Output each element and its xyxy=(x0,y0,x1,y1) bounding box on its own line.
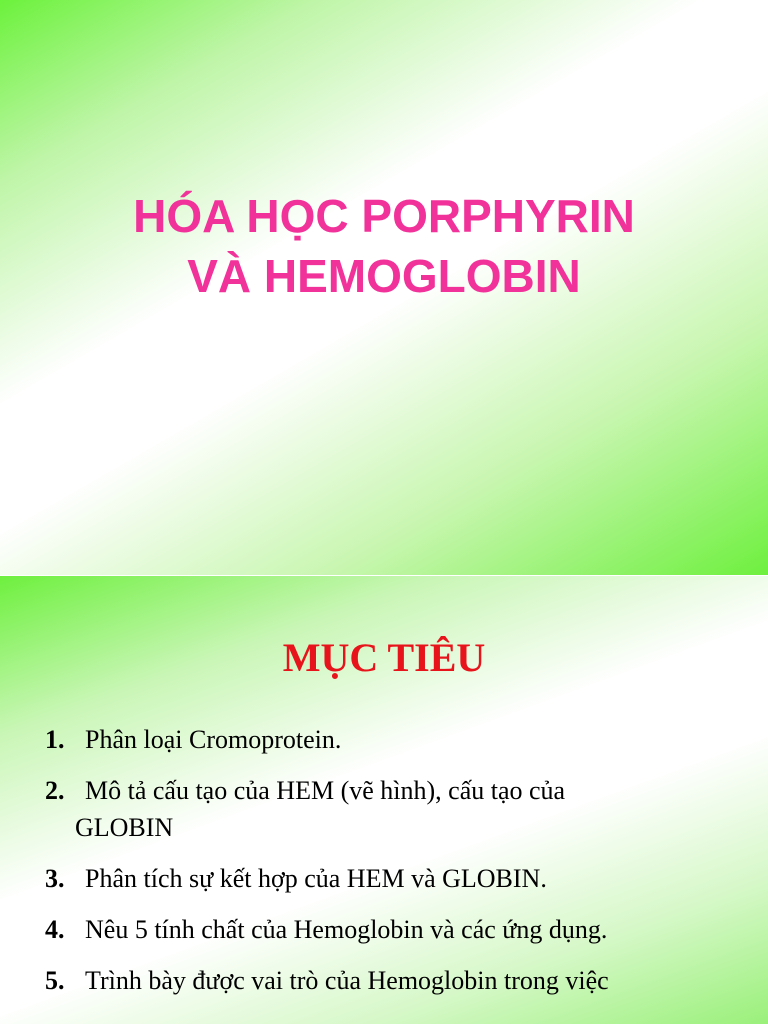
slide-title-line-1: HÓA HỌC PORPHYRIN xyxy=(133,190,635,242)
objectives-heading: MỤC TIÊU xyxy=(282,635,486,680)
objective-item xyxy=(45,771,745,848)
objective-text-continuation: GLOBIN xyxy=(75,813,174,842)
objective-number: 5. xyxy=(45,966,65,995)
objective-item xyxy=(45,961,745,1001)
objective-item xyxy=(45,910,745,950)
objective-number: 2. xyxy=(45,776,65,805)
slide-title-line-2: VÀ HEMOGLOBIN xyxy=(187,250,581,302)
objective-item xyxy=(45,859,745,899)
objective-text: Phân loại Cromoprotein. xyxy=(85,725,342,754)
objective-text: Phân tích sự kết hợp của HEM và GLOBIN. xyxy=(85,864,547,893)
objective-number: 4. xyxy=(45,915,65,944)
objective-text: Nêu 5 tính chất của Hemoglobin và các ứng dụng. xyxy=(85,915,608,944)
objective-number: 3. xyxy=(45,864,65,893)
objective-text: Trình bày được vai trò của Hemoglobin trong việc xyxy=(85,966,609,995)
objective-item xyxy=(45,720,745,760)
objectives-list xyxy=(45,720,745,1012)
objective-number: 1. xyxy=(45,725,65,754)
objective-text: Mô tả cấu tạo của HEM (vẽ hình), cấu tạo của xyxy=(85,776,566,805)
slide-title xyxy=(0,186,768,306)
